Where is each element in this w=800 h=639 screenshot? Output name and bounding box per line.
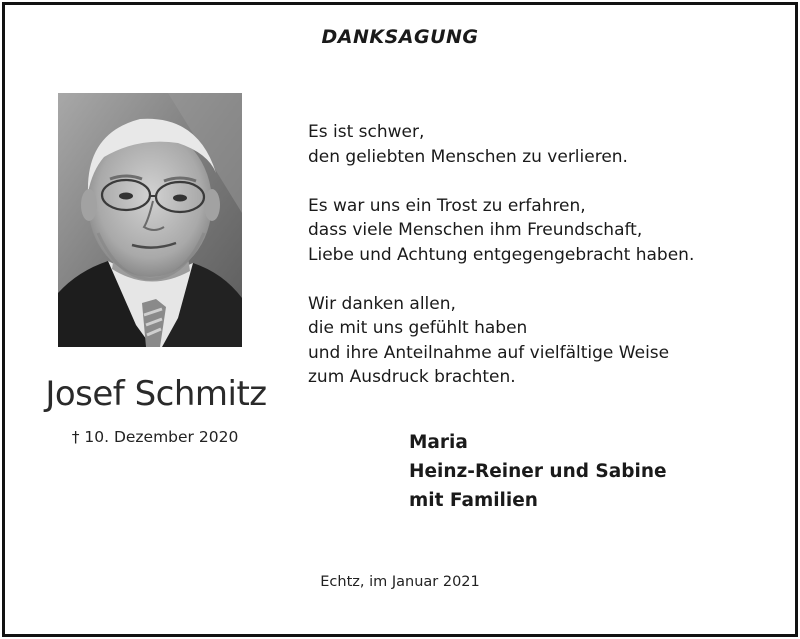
poem-line: die mit uns gefühlt haben: [308, 318, 528, 338]
poem-line: dass viele Menschen ihm Freundschaft,: [308, 220, 643, 240]
poem-stanza: [308, 120, 768, 169]
poem-stanza: [308, 194, 768, 268]
poem-line: und ihre Anteilnahme auf vielfältige Weise: [308, 342, 670, 363]
poem-line: Wir danken allen,: [308, 293, 456, 314]
deceased-name: Josef Schmitz: [45, 374, 267, 414]
poem-stanza: [308, 292, 768, 390]
poem-line: den geliebten Menschen zu verlieren.: [308, 146, 628, 167]
mourners-signature: [409, 428, 769, 515]
poem-line: Es war uns ein Trost zu erfahren,: [308, 195, 586, 216]
poem-line: Liebe und Achtung entgegengebracht haben.: [308, 244, 695, 265]
poem-line: Es ist schwer,: [308, 122, 425, 142]
portrait-photo: [58, 93, 242, 347]
notice-heading: DANKSAGUNG: [321, 26, 479, 48]
poem-line: zum Ausdruck brachten.: [308, 367, 516, 387]
signer-name: Heinz-Reiner und Sabine: [409, 461, 667, 482]
death-date: † 10. Dezember 2020: [71, 428, 239, 446]
signer-name: Maria: [409, 432, 468, 453]
poem-text: [308, 120, 768, 414]
place-and-date: Echtz, im Januar 2021: [320, 574, 480, 590]
signer-name: mit Familien: [409, 490, 538, 511]
